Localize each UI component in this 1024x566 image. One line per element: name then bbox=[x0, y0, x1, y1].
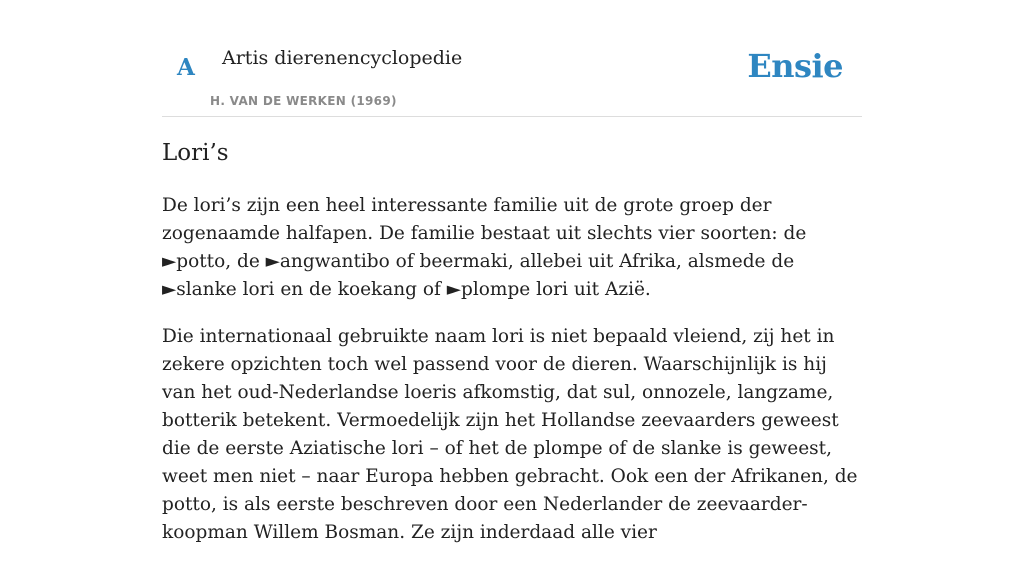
entry-body bbox=[162, 192, 862, 566]
paragraph-1-text: en de koekang of bbox=[274, 279, 447, 300]
xref-plompe-lori-link[interactable]: ►plompe lori bbox=[446, 279, 568, 300]
paragraph-1-text: , de bbox=[225, 251, 266, 272]
paragraph-2: Die internationaal gebruikte naam lori is niet bepaald vleiend, zij het in zekere opzichten toch wel passend voor de dieren. Waarschijnlijk is hij van het oud-Nederlandse loeris afkomstig, dat sul, onnozele, langzame, botterik betekent. Vermoedelijk zijn het Hollandse zeevaarders geweest die de eerste Aziatische lori – of het de plompe of de slanke is geweest, weet men niet – naar Europa hebben gebracht. Ook een der Afrikanen, de potto, is als eerste beschreven door een Nederlander de zeevaarder-koopman Willem Bosman. Ze zijn inderdaad alle vier bbox=[162, 326, 858, 543]
paragraph-1-text: uit Azië. bbox=[567, 279, 651, 300]
ensie-logo[interactable]: Ensie bbox=[747, 47, 843, 85]
book-title-link[interactable]: Artis dierenencyclopedie bbox=[222, 47, 463, 69]
xref-angwantibo-link[interactable]: ►angwantibo bbox=[265, 251, 390, 272]
book-header bbox=[162, 0, 862, 117]
book-letter-link[interactable]: A bbox=[177, 54, 195, 81]
paragraph-1-text: De lori’s zijn een heel interessante familie uit de grote groep der zogenaamde halfapen. De familie bestaat uit slechts vier soorten: de bbox=[162, 195, 807, 244]
article-page bbox=[162, 0, 862, 543]
xref-slanke-lori-link[interactable]: ►slanke lori bbox=[162, 279, 275, 300]
paragraph-1-text: of beermaki, allebei uit Afrika, alsmede de bbox=[389, 251, 795, 272]
entry-title: Lori’s bbox=[162, 140, 229, 166]
book-author: H. VAN DE WERKEN (1969) bbox=[210, 94, 397, 108]
xref-potto-link[interactable]: ►potto bbox=[162, 251, 226, 272]
paragraph-1 bbox=[162, 192, 862, 304]
